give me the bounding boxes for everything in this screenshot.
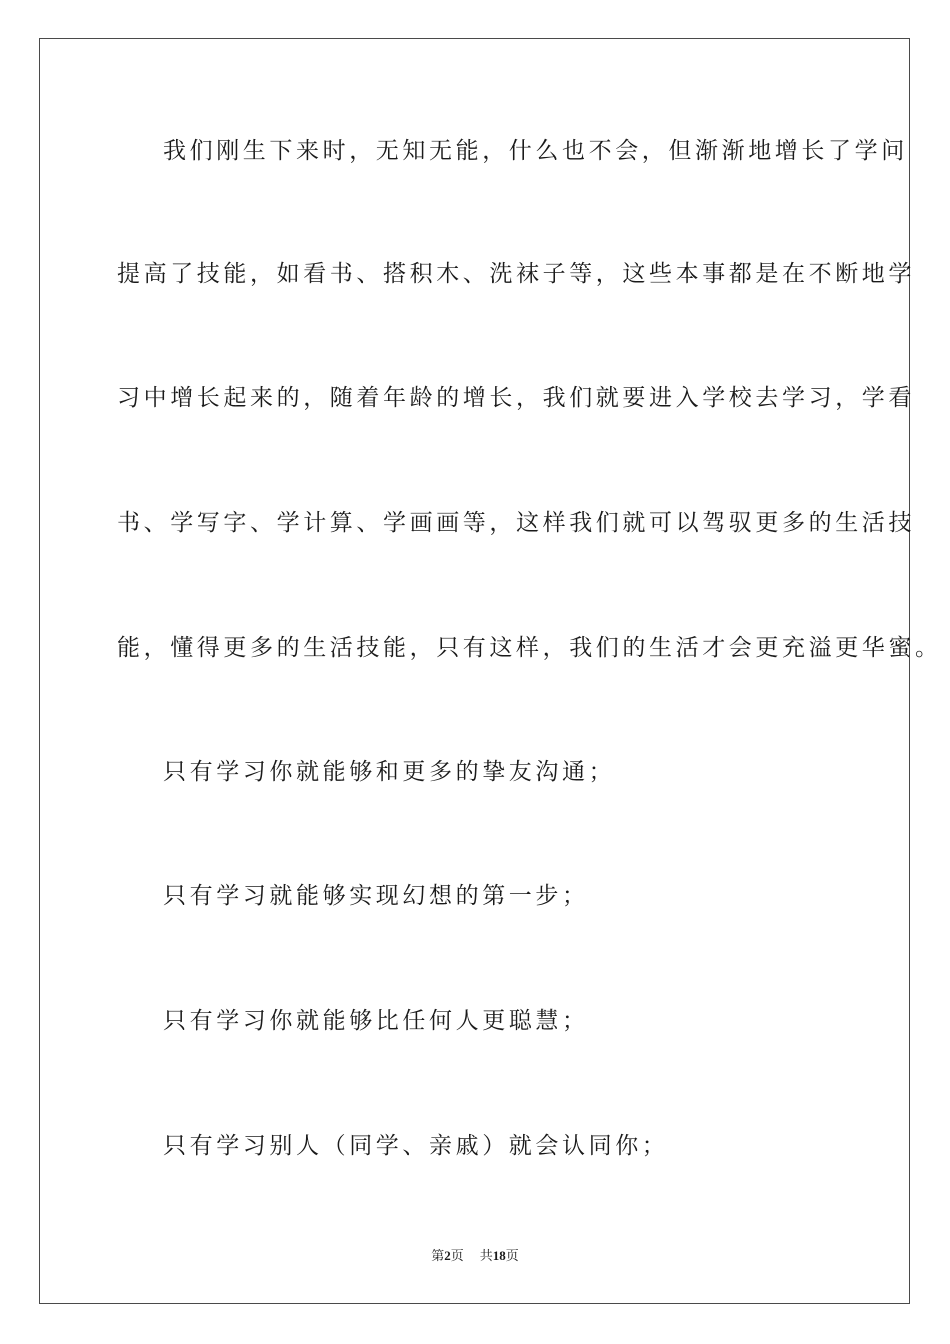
paragraph-line-4: 书、学写字、学计算、学画画等，这样我们就可以驾驭更多的生活技: [117, 510, 915, 536]
paragraph-line-6: 只有学习你就能够和更多的挚友沟通；: [163, 759, 616, 785]
total-suffix: 页: [505, 1248, 519, 1263]
total-pages: 18: [492, 1248, 506, 1263]
page-footer: [0, 1247, 950, 1265]
page-suffix: 页: [450, 1248, 464, 1263]
paragraph-line-1: 我们刚生下来时，无知无能，什么也不会，但渐渐地增长了学问: [163, 138, 908, 164]
page-border: [39, 38, 910, 1304]
paragraph-line-9: 只有学习别人（同学、亲戚）就会认同你；: [163, 1133, 669, 1159]
total-prefix: 共: [479, 1248, 493, 1263]
page-prefix: 第: [431, 1248, 445, 1263]
paragraph-line-8: 只有学习你就能够比任何人更聪慧；: [163, 1008, 589, 1034]
paragraph-line-3: 习中增长起来的，随着年龄的增长，我们就要进入学校去学习，学看: [117, 385, 915, 411]
paragraph-line-7: 只有学习就能够实现幻想的第一步；: [163, 883, 589, 909]
paragraph-line-5: 能，懂得更多的生活技能，只有这样，我们的生活才会更充溢更华蜜。: [117, 635, 942, 661]
paragraph-line-2: 提高了技能，如看书、搭积木、洗袜子等，这些本事都是在不断地学: [117, 261, 915, 287]
page-number: 2: [444, 1248, 451, 1263]
